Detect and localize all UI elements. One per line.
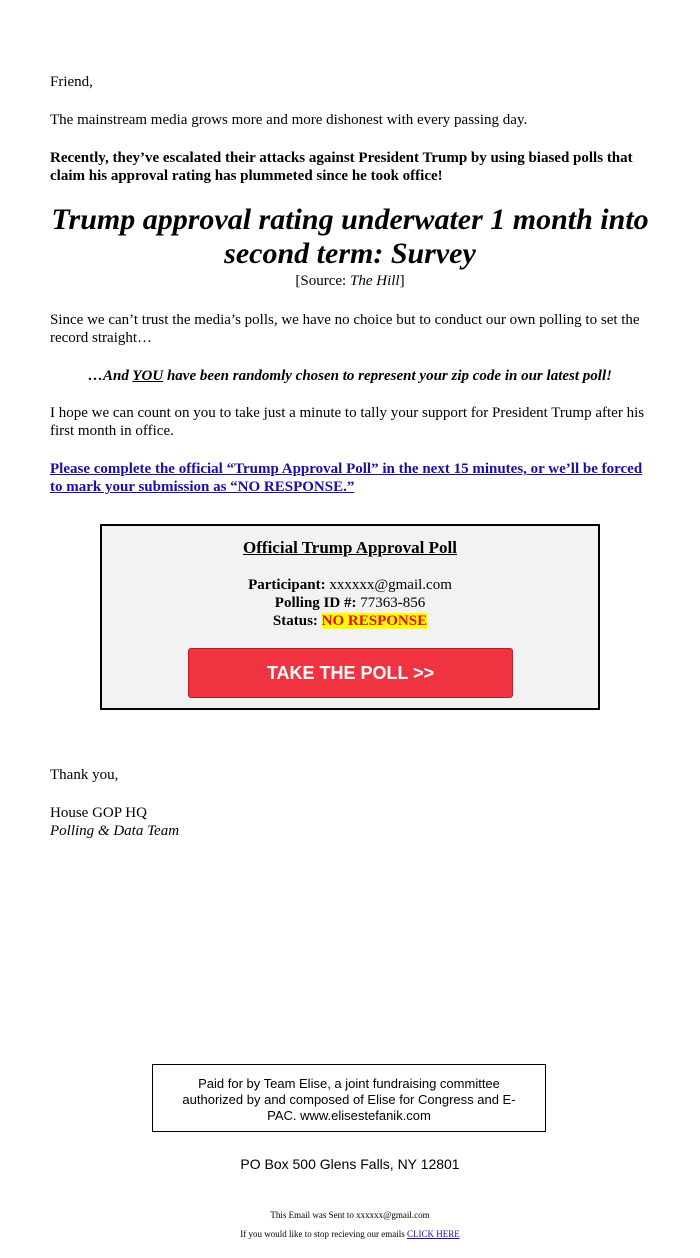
chosen-you: YOU <box>132 368 164 384</box>
greeting: Friend, <box>50 74 93 90</box>
unsubscribe-line <box>0 1229 700 1240</box>
take-poll-button[interactable]: TAKE THE POLL >> <box>188 648 513 698</box>
sent-to-notice: This Email was Sent to xxxxxx@gmail.com <box>270 1210 430 1220</box>
intro-paragraph: The mainstream media grows more and more dishonest with every passing day. <box>50 112 528 128</box>
chosen-prefix: …And <box>88 368 133 384</box>
unsubscribe-link[interactable]: CLICK HERE <box>406 1229 460 1239</box>
chosen-paragraph <box>50 367 650 385</box>
poll-title: Official Trump Approval Poll <box>243 538 457 557</box>
participant-label: Participant: <box>248 577 326 593</box>
attack-paragraph: Recently, they’ve escalated their attacks against President Trump by using biased polls that claim his approval rating has plummeted since he took office! <box>50 150 633 184</box>
chosen-suffix: have been randomly chosen to represent your zip code in our latest poll! <box>163 368 612 384</box>
source-name: The Hill <box>349 273 400 289</box>
polling-id-line <box>102 594 598 612</box>
paid-for-disclaimer: Paid for by Team Elise, a joint fundraising committee authorized by and composed of Elise for Congress and E-PAC. www.elisestefanik.com <box>152 1064 546 1132</box>
unsubscribe-text: If you would like to stop recieving our emails <box>240 1229 407 1239</box>
status-line <box>102 612 598 630</box>
status-badge: NO RESPONSE <box>321 613 428 629</box>
poll-box <box>100 524 600 710</box>
polling-paragraph: Since we can’t trust the media’s polls, we have no choice but to conduct our own polling to set the record straight… <box>50 312 640 346</box>
participant-line <box>102 576 598 594</box>
thanks: Thank you, <box>50 767 119 783</box>
headline-source <box>50 272 650 290</box>
support-paragraph: I hope we can count on you to take just a minute to tally your support for President Trump after his first month in office. <box>50 405 645 439</box>
headline: Trump approval rating underwater 1 month into second term: Survey <box>51 203 649 270</box>
source-prefix: [Source: <box>295 273 350 289</box>
mailing-address: PO Box 500 Glens Falls, NY 12801 <box>240 1156 460 1172</box>
polling-id-label: Polling ID #: <box>274 595 357 611</box>
polling-id-value: 77363-856 <box>360 595 426 611</box>
source-suffix: ] <box>399 273 405 289</box>
participant-value: xxxxxx@gmail.com <box>329 577 452 593</box>
signature-team: Polling & Data Team <box>50 823 180 839</box>
signature-org: House GOP HQ <box>50 805 147 821</box>
status-label: Status: <box>272 613 318 629</box>
poll-link[interactable]: Please complete the official “Trump Approval Poll” in the next 15 minutes, or we’ll be forced to mark your submission as “NO RESPONSE.” <box>50 461 643 495</box>
